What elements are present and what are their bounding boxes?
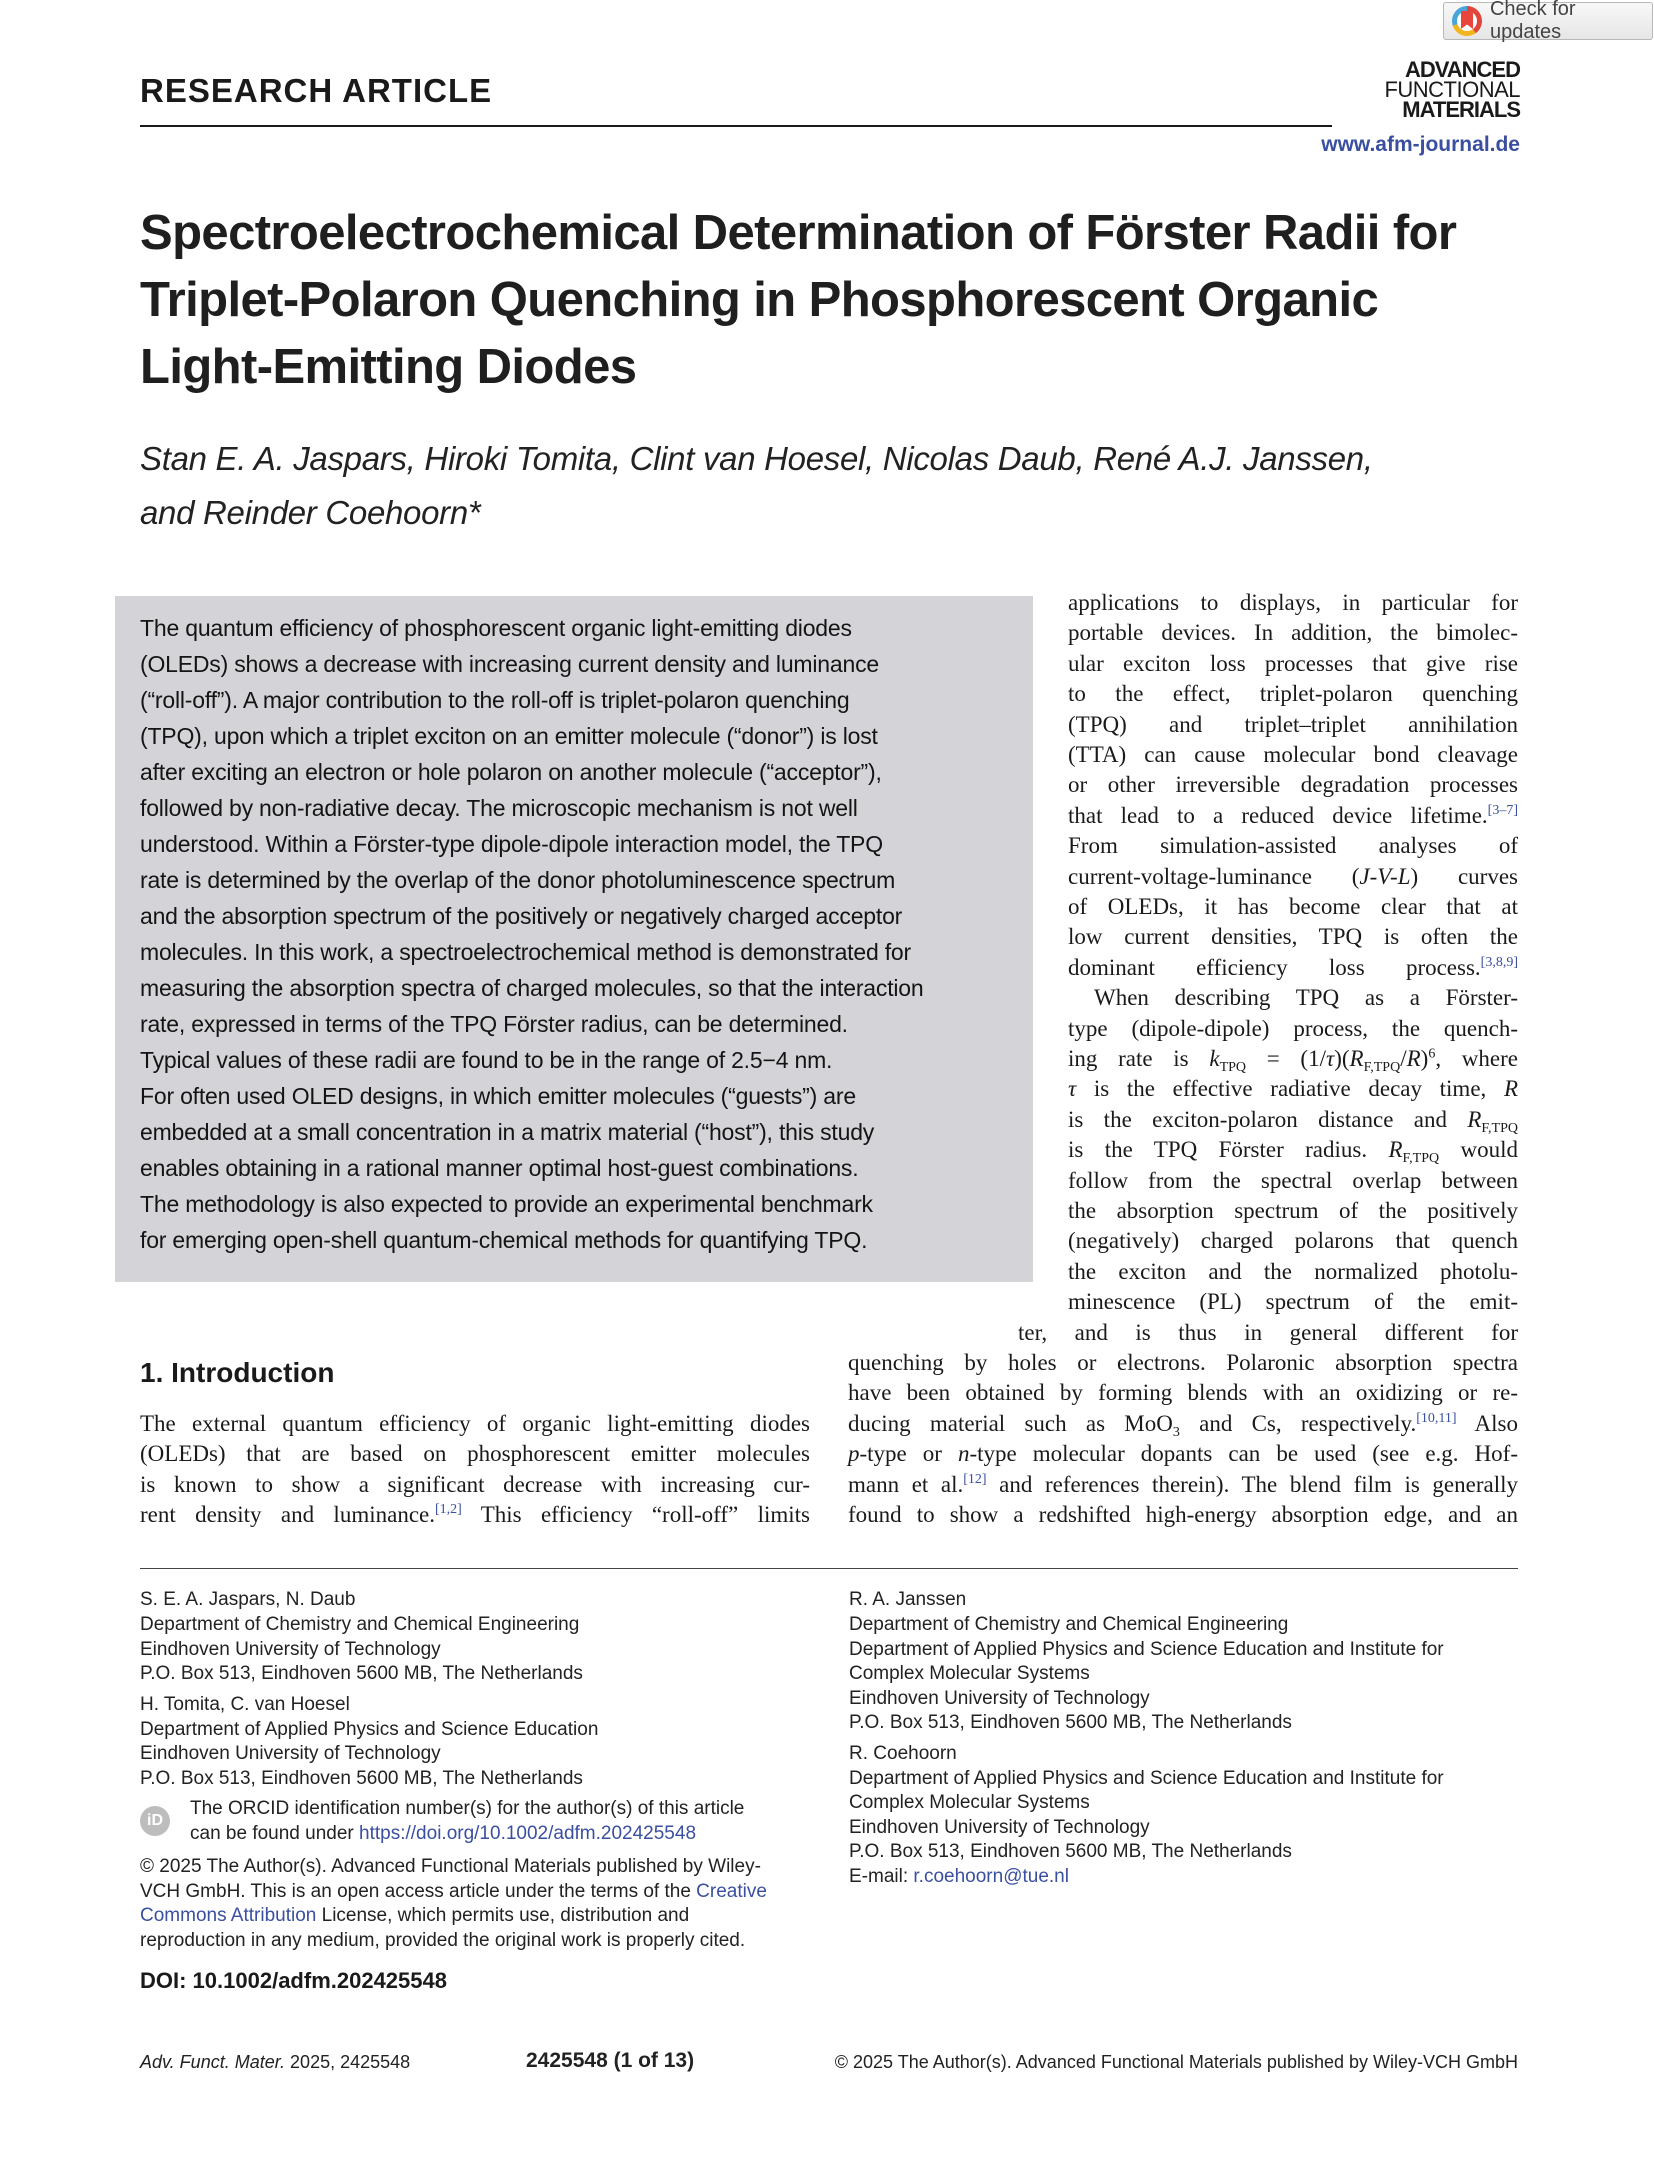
body-line	[1068, 1105, 1518, 1135]
title-line: Light-Emitting Diodes	[140, 340, 637, 394]
author-list	[140, 432, 1500, 540]
crossmark-icon	[1452, 6, 1482, 36]
affiliation-line: Department of Applied Physics and Science Education and Institute for	[849, 1639, 1444, 1660]
orcid-note	[190, 1822, 696, 1847]
body-text: -type molecular dopants can be used (see e.g. Hof-	[969, 1441, 1518, 1467]
body-text: that lead to a reduced device lifetime.	[1068, 802, 1488, 828]
affiliation-line: P.O. Box 513, Eindhoven 5600 MB, The Netherlands	[849, 1841, 1292, 1862]
body-text: Also	[1456, 1410, 1518, 1436]
body-line: follow from the spectral overlap between	[1068, 1167, 1518, 1193]
math-sub: F,TPQ	[1481, 1120, 1518, 1136]
italic-n: n	[958, 1441, 970, 1467]
body-line: The external quantum efficiency of organic light-emitting diodes	[140, 1411, 810, 1436]
body-line: ter, and is thus in general different for	[1018, 1319, 1518, 1345]
header-rule	[140, 125, 1332, 127]
affiliation-line: P.O. Box 513, Eindhoven 5600 MB, The Netherlands	[140, 1768, 583, 1789]
author-line: and Reinder Coehoorn*	[140, 494, 481, 531]
body-text: rent density and luminance.	[140, 1502, 435, 1528]
body-line: (OLEDs) that are based on phosphorescent emitter molecules	[140, 1441, 810, 1467]
abstract-line: and the absorption spectrum of the positively or negatively charged acceptor	[140, 903, 903, 929]
orcid-note: The ORCID identification number(s) for the author(s) of this article	[190, 1798, 745, 1819]
abstract-line: molecules. In this work, a spectroelectrochemical method is demonstrated for	[140, 939, 911, 965]
title-line: Spectroelectrochemical Determination of Förster Radii for	[140, 206, 1457, 260]
check-for-updates-button[interactable]	[1443, 0, 1653, 43]
footer-citation	[140, 2052, 410, 2073]
body-text: ing rate is	[1068, 1046, 1210, 1071]
body-text: current-voltage-luminance (	[1068, 863, 1360, 889]
body-line	[1068, 801, 1518, 831]
math-sub: TPQ	[1219, 1060, 1247, 1075]
abstract-line: (“roll-off”). A major contribution to the roll-off is triplet-polaron quenching	[140, 687, 850, 713]
affiliation-line: Department of Applied Physics and Science Education and Institute for	[849, 1768, 1444, 1789]
body-text: -type or	[859, 1441, 958, 1467]
abstract-line: (OLEDs) shows a decrease with increasing current density and luminance	[140, 651, 879, 677]
affiliation-line: Eindhoven University of Technology	[849, 1688, 1150, 1709]
body-line: is known to show a significant decrease with increasing cur-	[140, 1471, 810, 1497]
affiliation-line: Department of Chemistry and Chemical Engineering	[140, 1614, 580, 1635]
math-r: R	[1503, 1076, 1518, 1102]
abstract-line: Typical values of these radii are found to be in the range of 2.5−4 nm.	[140, 1047, 833, 1073]
author-line: Stan E. A. Jaspars, Hiroki Tomita, Clint van Hoesel, Nicolas Daub, René A.J. Janssen,	[140, 440, 1373, 477]
body-line: (negatively) charged polarons that quench	[1068, 1228, 1518, 1254]
body-line: to the effect, triplet-polaron quenching	[1068, 681, 1518, 707]
title-line: Triplet-Polaron Quenching in Phosphorescent Organic	[140, 273, 1379, 327]
math-exp: 6	[1428, 1046, 1436, 1062]
email-line	[849, 1865, 1069, 1890]
body-text: is the exciton-polaron distance and	[1068, 1106, 1468, 1132]
math-r: R	[1467, 1106, 1482, 1132]
math-r: R	[1406, 1046, 1421, 1071]
affiliation-line: R. A. Janssen	[849, 1589, 967, 1610]
body-text: is the effective radiative decay time,	[1076, 1076, 1504, 1102]
affiliations-divider	[140, 1568, 1518, 1569]
affiliation-line: Complex Molecular Systems	[849, 1663, 1090, 1684]
body-text: can be found under	[190, 1823, 360, 1844]
body-text: and Cs, respectively.	[1179, 1410, 1417, 1436]
body-text: dominant efficiency loss process.	[1068, 954, 1481, 980]
footer-page-info: 2425548 (1 of 13)	[526, 2049, 695, 2072]
email-link[interactable]: r.coehoorn@tue.nl	[913, 1866, 1069, 1887]
body-line: minescence (PL) spectrum of the emit-	[1068, 1289, 1518, 1315]
abstract-line: The methodology is also expected to provide an experimental benchmark	[140, 1191, 873, 1217]
affiliation-line: R. Coehoorn	[849, 1743, 957, 1764]
body-line	[848, 1439, 1518, 1469]
abstract-line: rate, expressed in terms of the TPQ Förster radius, can be determined.	[140, 1011, 848, 1037]
math-r: R	[1349, 1046, 1364, 1071]
affiliation-line: Eindhoven University of Technology	[140, 1743, 441, 1764]
abstract-line: after exciting an electron or hole polaron on another molecule (“acceptor”),	[140, 759, 882, 785]
math: )	[1420, 1046, 1429, 1071]
journal-logo	[1350, 57, 1520, 122]
body-line: quenching by holes or electrons. Polaronic absorption spectra	[848, 1350, 1518, 1375]
body-line: portable devices. In addition, the bimolec-	[1068, 620, 1518, 646]
body-line: the exciton and the normalized photolu-	[1068, 1258, 1518, 1284]
body-text: would	[1439, 1137, 1519, 1163]
section-label: RESEARCH ARTICLE	[140, 72, 493, 109]
section-heading-introduction: 1. Introduction	[140, 1357, 335, 1388]
body-line	[848, 1470, 1518, 1500]
math-k: k	[1209, 1046, 1220, 1071]
article-title	[140, 200, 1500, 401]
math-tau: τ	[1325, 1046, 1335, 1071]
citation-link[interactable]: [3,8,9]	[1480, 954, 1518, 970]
article-doi: DOI: 10.1002/adfm.202425548	[140, 1968, 447, 1993]
body-line	[1068, 862, 1518, 892]
math: )(	[1334, 1046, 1350, 1071]
license-text: reproduction in any medium, provided the original work is properly cited.	[140, 1930, 746, 1951]
journal-logo-line: FUNCTIONAL	[1384, 77, 1520, 102]
body-text: ducing material such as MoO	[848, 1410, 1173, 1436]
body-text: , where	[1435, 1046, 1518, 1071]
license-text: © 2025 The Author(s). Advanced Functional Materials published by Wiley-	[140, 1856, 761, 1877]
footer-year-id: 2025, 2425548	[285, 2052, 411, 2072]
math-r: R	[1388, 1137, 1403, 1163]
abstract-line: for emerging open-shell quantum-chemical methods for quantifying TPQ.	[140, 1227, 868, 1253]
body-text: When describing TPQ as a Förster-	[1094, 985, 1518, 1011]
creative-commons-link[interactable]: Creative	[696, 1881, 767, 1902]
citation-link[interactable]: [12]	[963, 1471, 987, 1487]
abstract-line: understood. Within a Förster-type dipole-dipole interaction model, the TPQ	[140, 831, 883, 857]
body-line: of OLEDs, it has become clear that at	[1068, 894, 1518, 919]
affiliation-line: H. Tomita, C. van Hoesel	[140, 1694, 350, 1715]
affiliation-line: Department of Chemistry and Chemical Engineering	[849, 1614, 1289, 1635]
body-line: (TTA) can cause molecular bond cleavage	[1068, 742, 1518, 767]
citation-link[interactable]: [10,11]	[1416, 1410, 1457, 1426]
journal-logo-line: MATERIALS	[1402, 97, 1520, 122]
abstract-line: For often used OLED designs, in which emitter molecules (“guests”) are	[140, 1083, 856, 1109]
abstract-line: The quantum efficiency of phosphorescent organic light-emitting diodes	[140, 615, 852, 641]
abstract-line: enables obtaining in a rational manner optimal host-guest combinations.	[140, 1155, 859, 1181]
body-line: have been obtained by forming blends with an oxidizing or re-	[848, 1380, 1518, 1406]
body-line: found to show a redshifted high-energy absorption edge, and an	[848, 1502, 1518, 1527]
body-line	[140, 1500, 810, 1530]
affiliation-line: P.O. Box 513, Eindhoven 5600 MB, The Netherlands	[849, 1712, 1292, 1733]
body-line	[1068, 953, 1518, 983]
body-text: is the TPQ Förster radius.	[1068, 1137, 1389, 1163]
abstract-box	[115, 596, 1033, 1282]
math-sub: F,TPQ	[1402, 1151, 1440, 1167]
abstract-line: embedded at a small concentration in a matrix material (“host”), this study	[140, 1119, 875, 1145]
body-text: mann et al.	[848, 1471, 964, 1497]
body-line	[1068, 1135, 1518, 1165]
affiliation-line: P.O. Box 513, Eindhoven 5600 MB, The Netherlands	[140, 1663, 583, 1684]
body-text: This efficiency “roll-off” limits	[461, 1502, 810, 1528]
math: /	[1400, 1046, 1407, 1071]
citation-link[interactable]: [1,2]	[434, 1502, 462, 1518]
body-line	[1068, 1074, 1518, 1104]
abstract-line: measuring the absorption spectra of charged molecules, so that the interaction	[140, 975, 924, 1001]
body-text: ) curves	[1410, 863, 1518, 889]
math-tau: τ	[1068, 1076, 1077, 1102]
body-line: type (dipole-dipole) process, the quench-	[1068, 1015, 1518, 1041]
creative-commons-link[interactable]: Commons Attribution	[140, 1905, 317, 1926]
formula-line	[1068, 1044, 1518, 1074]
affiliation-line: Complex Molecular Systems	[849, 1792, 1090, 1813]
body-line	[848, 1409, 1518, 1439]
affiliation-line: S. E. A. Jaspars, N. Daub	[140, 1589, 356, 1610]
journal-logo-line: ADVANCED	[1404, 57, 1520, 82]
body-line: or other irreversible degradation processes	[1068, 772, 1518, 798]
math-italic: J-V-L	[1359, 863, 1411, 889]
orcid-doi-link[interactable]: https://doi.org/10.1002/adfm.202425548	[359, 1823, 697, 1844]
body-text: License, which permits use, distribution and	[316, 1905, 690, 1926]
journal-url-link[interactable]: www.afm-journal.de	[1321, 133, 1520, 156]
body-line	[1068, 983, 1518, 1013]
affiliation-line: Eindhoven University of Technology	[849, 1817, 1150, 1838]
body-line: low current densities, TPQ is often the	[1068, 924, 1518, 950]
orcid-icon: iD	[140, 1806, 170, 1836]
body-line: (TPQ) and triplet–triplet annihilation	[1068, 711, 1518, 737]
math: = (1/	[1246, 1046, 1326, 1071]
abstract-line: (TPQ), upon which a triplet exciton on an emitter molecule (“donor”) is lost	[140, 723, 878, 749]
body-line: applications to displays, in particular for	[1068, 590, 1518, 615]
italic-p: p	[848, 1441, 860, 1467]
body-text: and references therein). The blend film is generally	[986, 1471, 1518, 1497]
check-for-updates-label: Check for updates	[1489, 0, 1576, 43]
affiliation-line: Eindhoven University of Technology	[140, 1639, 441, 1660]
body-line: the absorption spectrum of the positively	[1068, 1198, 1518, 1223]
body-line: From simulation-assisted analyses of	[1068, 833, 1518, 859]
body-text: VCH GmbH. This is an open access article under the terms of the	[140, 1881, 697, 1902]
affiliation-line: Department of Applied Physics and Science Education	[140, 1719, 599, 1740]
chem-sub: 3	[1172, 1424, 1180, 1440]
body-line: ular exciton loss processes that give rise	[1068, 650, 1518, 676]
footer-copyright: © 2025 The Author(s). Advanced Functional Materials published by Wiley-VCH GmbH	[834, 2052, 1518, 2072]
math-sub: F,TPQ	[1363, 1060, 1401, 1075]
license-text	[140, 1880, 767, 1905]
footer-journal-abbrev: Adv. Funct. Mater.	[140, 2052, 286, 2072]
abstract-line: followed by non-radiative decay. The microscopic mechanism is not well	[140, 795, 858, 821]
email-label: E-mail:	[849, 1866, 914, 1887]
license-text	[140, 1904, 689, 1929]
citation-link[interactable]: [3–7]	[1487, 802, 1518, 818]
abstract-line: rate is determined by the overlap of the donor photoluminescence spectrum	[140, 867, 896, 893]
